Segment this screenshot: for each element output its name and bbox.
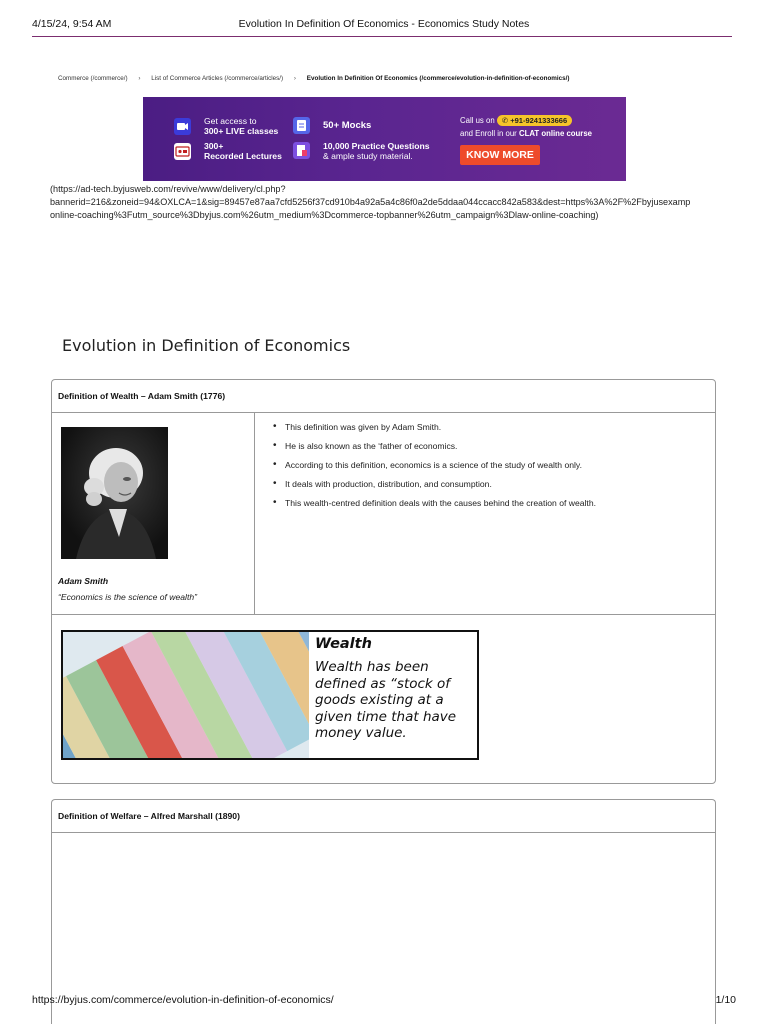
ad-link[interactable]: (https://ad-tech.byjusweb.com/revive/www/delivery/cl.php? bannerid=216&zoneid=94&OXLCA=1&sig=89457e87aa7cfd5256f37cd910b4a92a5a4c86f0a2de5ddaa044ccacc842a583&dest=https%3A%2F%2Fbyjusexamp online-coaching%3Futm_source%3Dbyjus.com%26utm_medium%3Dcommerce-topbanner%26utm_campaign%3Dlaw-online-coaching) bbox=[50, 184, 691, 220]
breadcrumb-separator: › bbox=[293, 75, 297, 82]
wealth-caption bbox=[315, 635, 477, 742]
section-heading: Definition of Welfare – Alfred Marshall (1890) bbox=[52, 800, 715, 833]
breadcrumb-current: Evolution In Definition Of Economics (/commerce/evolution-in-definition-of-economics/) bbox=[306, 75, 570, 82]
know-more-button[interactable]: KNOW MORE bbox=[460, 145, 540, 165]
breadcrumb bbox=[58, 75, 570, 82]
list-item: • This definition was given by Adam Smith. bbox=[273, 422, 596, 432]
banner-recorded-lectures: 300+ Recorded Lectures bbox=[204, 141, 282, 161]
banner-enroll: and Enroll in our CLAT online course bbox=[460, 129, 593, 138]
section-heading: Definition of Wealth – Adam Smith (1776) bbox=[52, 380, 715, 413]
print-url: https://byjus.com/commerce/evolution-in-definition-of-economics/ bbox=[32, 994, 334, 1006]
print-header bbox=[32, 18, 736, 32]
live-class-icon bbox=[174, 118, 191, 135]
list-item: • This wealth-centred definition deals with the causes behind the creation of wealth. bbox=[273, 498, 596, 508]
portrait-quote: “Economics is the science of wealth” bbox=[58, 592, 197, 602]
mocks-icon bbox=[293, 117, 310, 134]
wealth-body: Wealth has been defined as “stock of goods existing at a given time that have money value. bbox=[315, 659, 457, 741]
recorded-lectures-icon bbox=[174, 143, 191, 160]
breadcrumb-articles[interactable]: List of Commerce Articles (/commerce/articles/) bbox=[151, 75, 284, 82]
portrait-cell bbox=[52, 413, 255, 615]
banner-practice-questions: 10,000 Practice Questions & ample study material. bbox=[323, 141, 430, 161]
header-divider bbox=[32, 36, 732, 37]
promo-banner[interactable] bbox=[143, 97, 626, 181]
banner-mocks: 50+ Mocks bbox=[323, 120, 372, 131]
portrait-name: Adam Smith bbox=[58, 576, 109, 586]
banknotes-image bbox=[63, 632, 309, 758]
print-title: Evolution In Definition Of Economics - Economics Study Notes bbox=[238, 18, 530, 30]
list-item: • He is also known as the ‘father of economics. bbox=[273, 441, 596, 451]
page-number: 1/10 bbox=[715, 994, 736, 1006]
banner-live-classes: Get access to 300+ LIVE classes bbox=[204, 116, 279, 136]
adam-smith-portrait bbox=[61, 427, 168, 559]
page-title: Evolution in Definition of Economics bbox=[62, 336, 351, 355]
wealth-definition-table bbox=[51, 379, 716, 784]
welfare-definition-table bbox=[51, 799, 716, 1024]
print-date: 4/15/24, 9:54 AM bbox=[32, 18, 112, 30]
banner-call: Call us on ✆ +91-9241333666 bbox=[460, 115, 572, 126]
wealth-title: Wealth bbox=[315, 636, 372, 652]
list-item: • According to this definition, economics is a science of the study of wealth only. bbox=[273, 460, 596, 470]
list-item: • It deals with production, distribution, and consumption. bbox=[273, 479, 596, 489]
wealth-illustration bbox=[61, 630, 479, 760]
definition-points-list bbox=[273, 422, 596, 517]
definition-points-cell bbox=[255, 413, 715, 615]
breadcrumb-commerce[interactable]: Commerce (/commerce/) bbox=[58, 75, 128, 82]
practice-questions-icon bbox=[293, 142, 310, 159]
breadcrumb-separator: › bbox=[138, 75, 141, 82]
phone-badge[interactable]: ✆ +91-9241333666 bbox=[497, 115, 572, 126]
